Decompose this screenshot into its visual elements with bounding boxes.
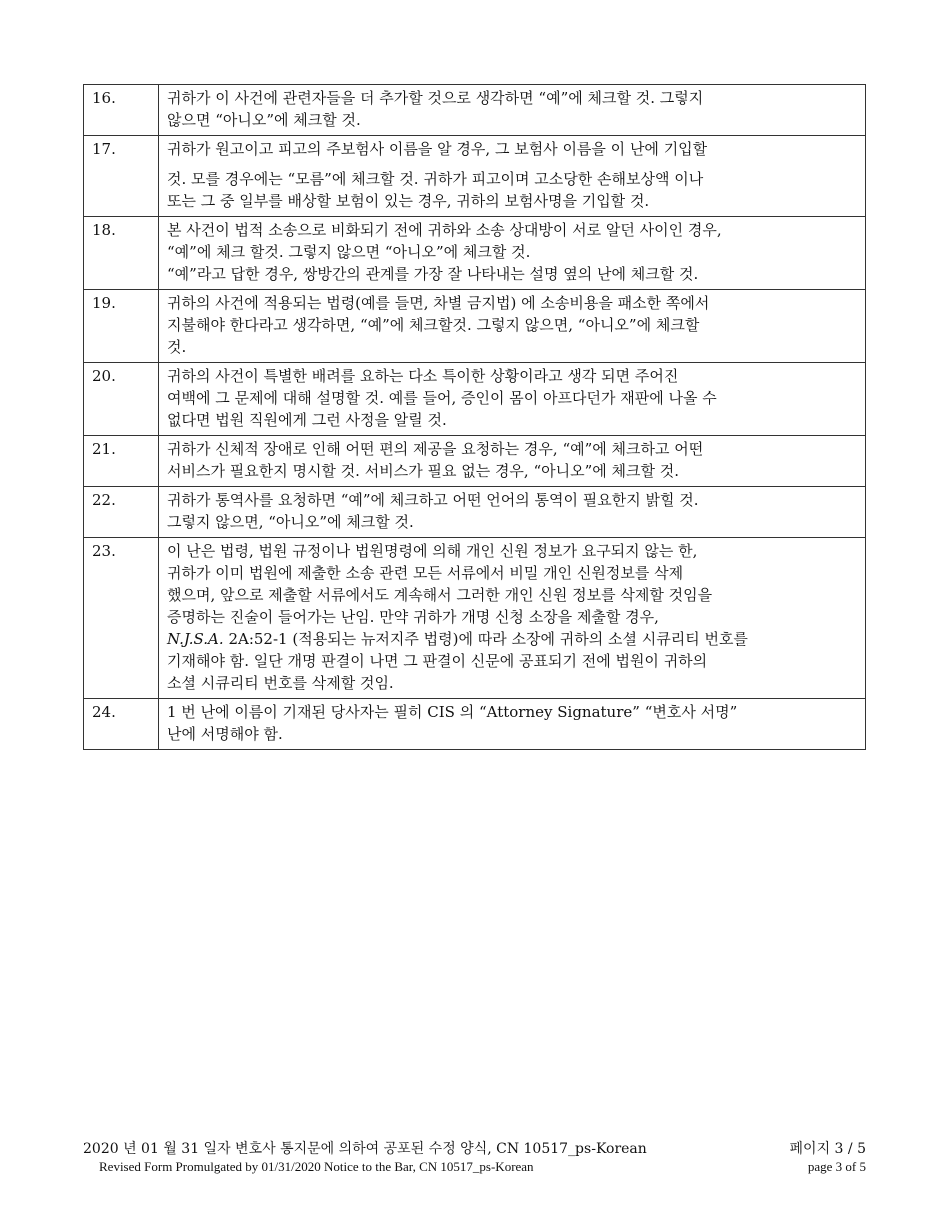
text-line: 또는 그 중 일부를 배상할 보험이 있는 경우, 귀하의 보험사명을 기입할 것. (167, 192, 650, 210)
table-row (84, 217, 866, 290)
item-number: 19. (84, 290, 159, 363)
text-line: 소셜 시큐리티 번호를 삭제할 것임. (167, 674, 394, 692)
text-line: “예”라고 답한 경우, 쌍방간의 관계를 가장 잘 나타내는 설명 옆의 난에 체크할 것. (167, 265, 699, 283)
footer-korean: 2020 년 01 월 31 일자 변호사 통지문에 의하여 공포된 수정 양식, CN 10517_ps-Korean (83, 1141, 647, 1157)
text-line: 귀하가 신체적 장애로 인해 어떤 편의 제공을 요청하는 경우, “예”에 체크하고 어떤 (167, 440, 704, 458)
table-row (84, 363, 866, 436)
item-number: 17. (84, 136, 159, 217)
page-number-english: page 3 of 5 (807, 1159, 866, 1174)
footer-page-number (790, 1140, 866, 1176)
item-number: 24. (84, 699, 159, 750)
text-line: 난에 서명해야 함. (167, 725, 283, 743)
text-line (167, 628, 857, 650)
text-line: 증명하는 진술이 들어가는 난임. 만약 귀하가 개명 신청 소장을 제출할 경우, (167, 608, 659, 626)
table-row (84, 290, 866, 363)
text-line: 지불해야 한다라고 생각하면, “예”에 체크할것. 그렇지 않으면, “아니오”에 체크할 (167, 316, 700, 334)
item-number: 21. (84, 436, 159, 487)
text-line: 않으면 “아니오”에 체크할 것. (167, 111, 361, 129)
text-line: “예”에 체크 할것. 그렇지 않으면 “아니오”에 체크할 것. (167, 243, 531, 261)
item-number: 20. (84, 363, 159, 436)
text-line: 것. 모를 경우에는 “모름”에 체크할 것. 귀하가 피고이며 고소당한 손해보상액 이나 (167, 170, 704, 188)
page-number-korean: 페이지 3 / 5 (789, 1141, 866, 1157)
item-text (159, 538, 866, 699)
text-line: 것. (167, 338, 187, 356)
item-number: 23. (84, 538, 159, 699)
text-fragment: 2A:52-1 (적용되는 뉴저지주 법령)에 따라 소장에 귀하의 소셜 시큐리티 번호를 (228, 630, 748, 648)
text-line: 귀하의 사건이 특별한 배려를 요하는 다소 특이한 상황이라고 생각 되면 주어진 (167, 367, 679, 385)
text-line: 귀하가 원고이고 피고의 주보험사 이름을 알 경우, 그 보험사 이름을 이 난에 기입할 (167, 140, 708, 158)
item-text (159, 699, 866, 750)
item-text (159, 290, 866, 363)
text-line: 여백에 그 문제에 대해 설명할 것. 예를 들어, 증인이 몸이 아프다던가 재판에 나올 수 (167, 389, 717, 407)
footer-english: Revised Form Promulgated by 01/31/2020 Notice to the Bar, CN 10517_ps-Korean (99, 1159, 534, 1174)
item-text (159, 487, 866, 538)
text-line: 이 난은 법령, 법원 규정이나 법원명령에 의해 개인 신원 정보가 요구되지 않는 한, (167, 542, 698, 560)
item-text (159, 85, 866, 136)
statute-citation: N.J.S.A. (167, 630, 224, 648)
item-text (159, 217, 866, 290)
table-row (84, 699, 866, 750)
item-number: 16. (84, 85, 159, 136)
text-line: 귀하가 이미 법원에 제출한 소송 관련 모든 서류에서 비밀 개인 신원정보를 삭제 (167, 564, 684, 582)
text-line: 했으며, 앞으로 제출할 서류에서도 계속해서 그러한 개인 신원 정보를 삭제할 것임을 (167, 586, 713, 604)
table-row (84, 136, 866, 217)
text-line: 귀하의 사건에 적용되는 법령(예를 들면, 차별 금지법) 에 소송비용을 패소한 쪽에서 (167, 294, 710, 312)
text-line: 없다면 법원 직원에게 그런 사정을 알릴 것. (167, 411, 447, 429)
item-text (159, 136, 866, 217)
item-text (159, 363, 866, 436)
text-line: 귀하가 이 사건에 관련자들을 더 추가할 것으로 생각하면 “예”에 체크할 것. 그렇지 (167, 89, 704, 107)
text-line: 1 번 난에 이름이 기재된 당사자는 필히 CIS 의 “Attorney Signature” “변호사 서명” (167, 703, 738, 721)
text-line: 기재해야 함. 일단 개명 판결이 나면 그 판결이 신문에 공표되기 전에 법원이 귀하의 (167, 652, 708, 670)
item-number: 22. (84, 487, 159, 538)
table-row (84, 85, 866, 136)
table-row (84, 487, 866, 538)
text-line: 귀하가 통역사를 요청하면 “예”에 체크하고 어떤 언어의 통역이 필요한지 밝힐 것. (167, 491, 699, 509)
instructions-table (83, 84, 866, 750)
text-line: 본 사건이 법적 소송으로 비화되기 전에 귀하와 소송 상대방이 서로 알던 사이인 경우, (167, 221, 722, 239)
item-text (159, 436, 866, 487)
table-row (84, 538, 866, 699)
footer-form-notice (83, 1140, 647, 1176)
item-number: 18. (84, 217, 159, 290)
table-row (84, 436, 866, 487)
spacer (167, 160, 857, 168)
text-line: 서비스가 필요한지 명시할 것. 서비스가 필요 없는 경우, “아니오”에 체크할 것. (167, 462, 680, 480)
text-line: 그렇지 않으면, “아니오”에 체크할 것. (167, 513, 414, 531)
